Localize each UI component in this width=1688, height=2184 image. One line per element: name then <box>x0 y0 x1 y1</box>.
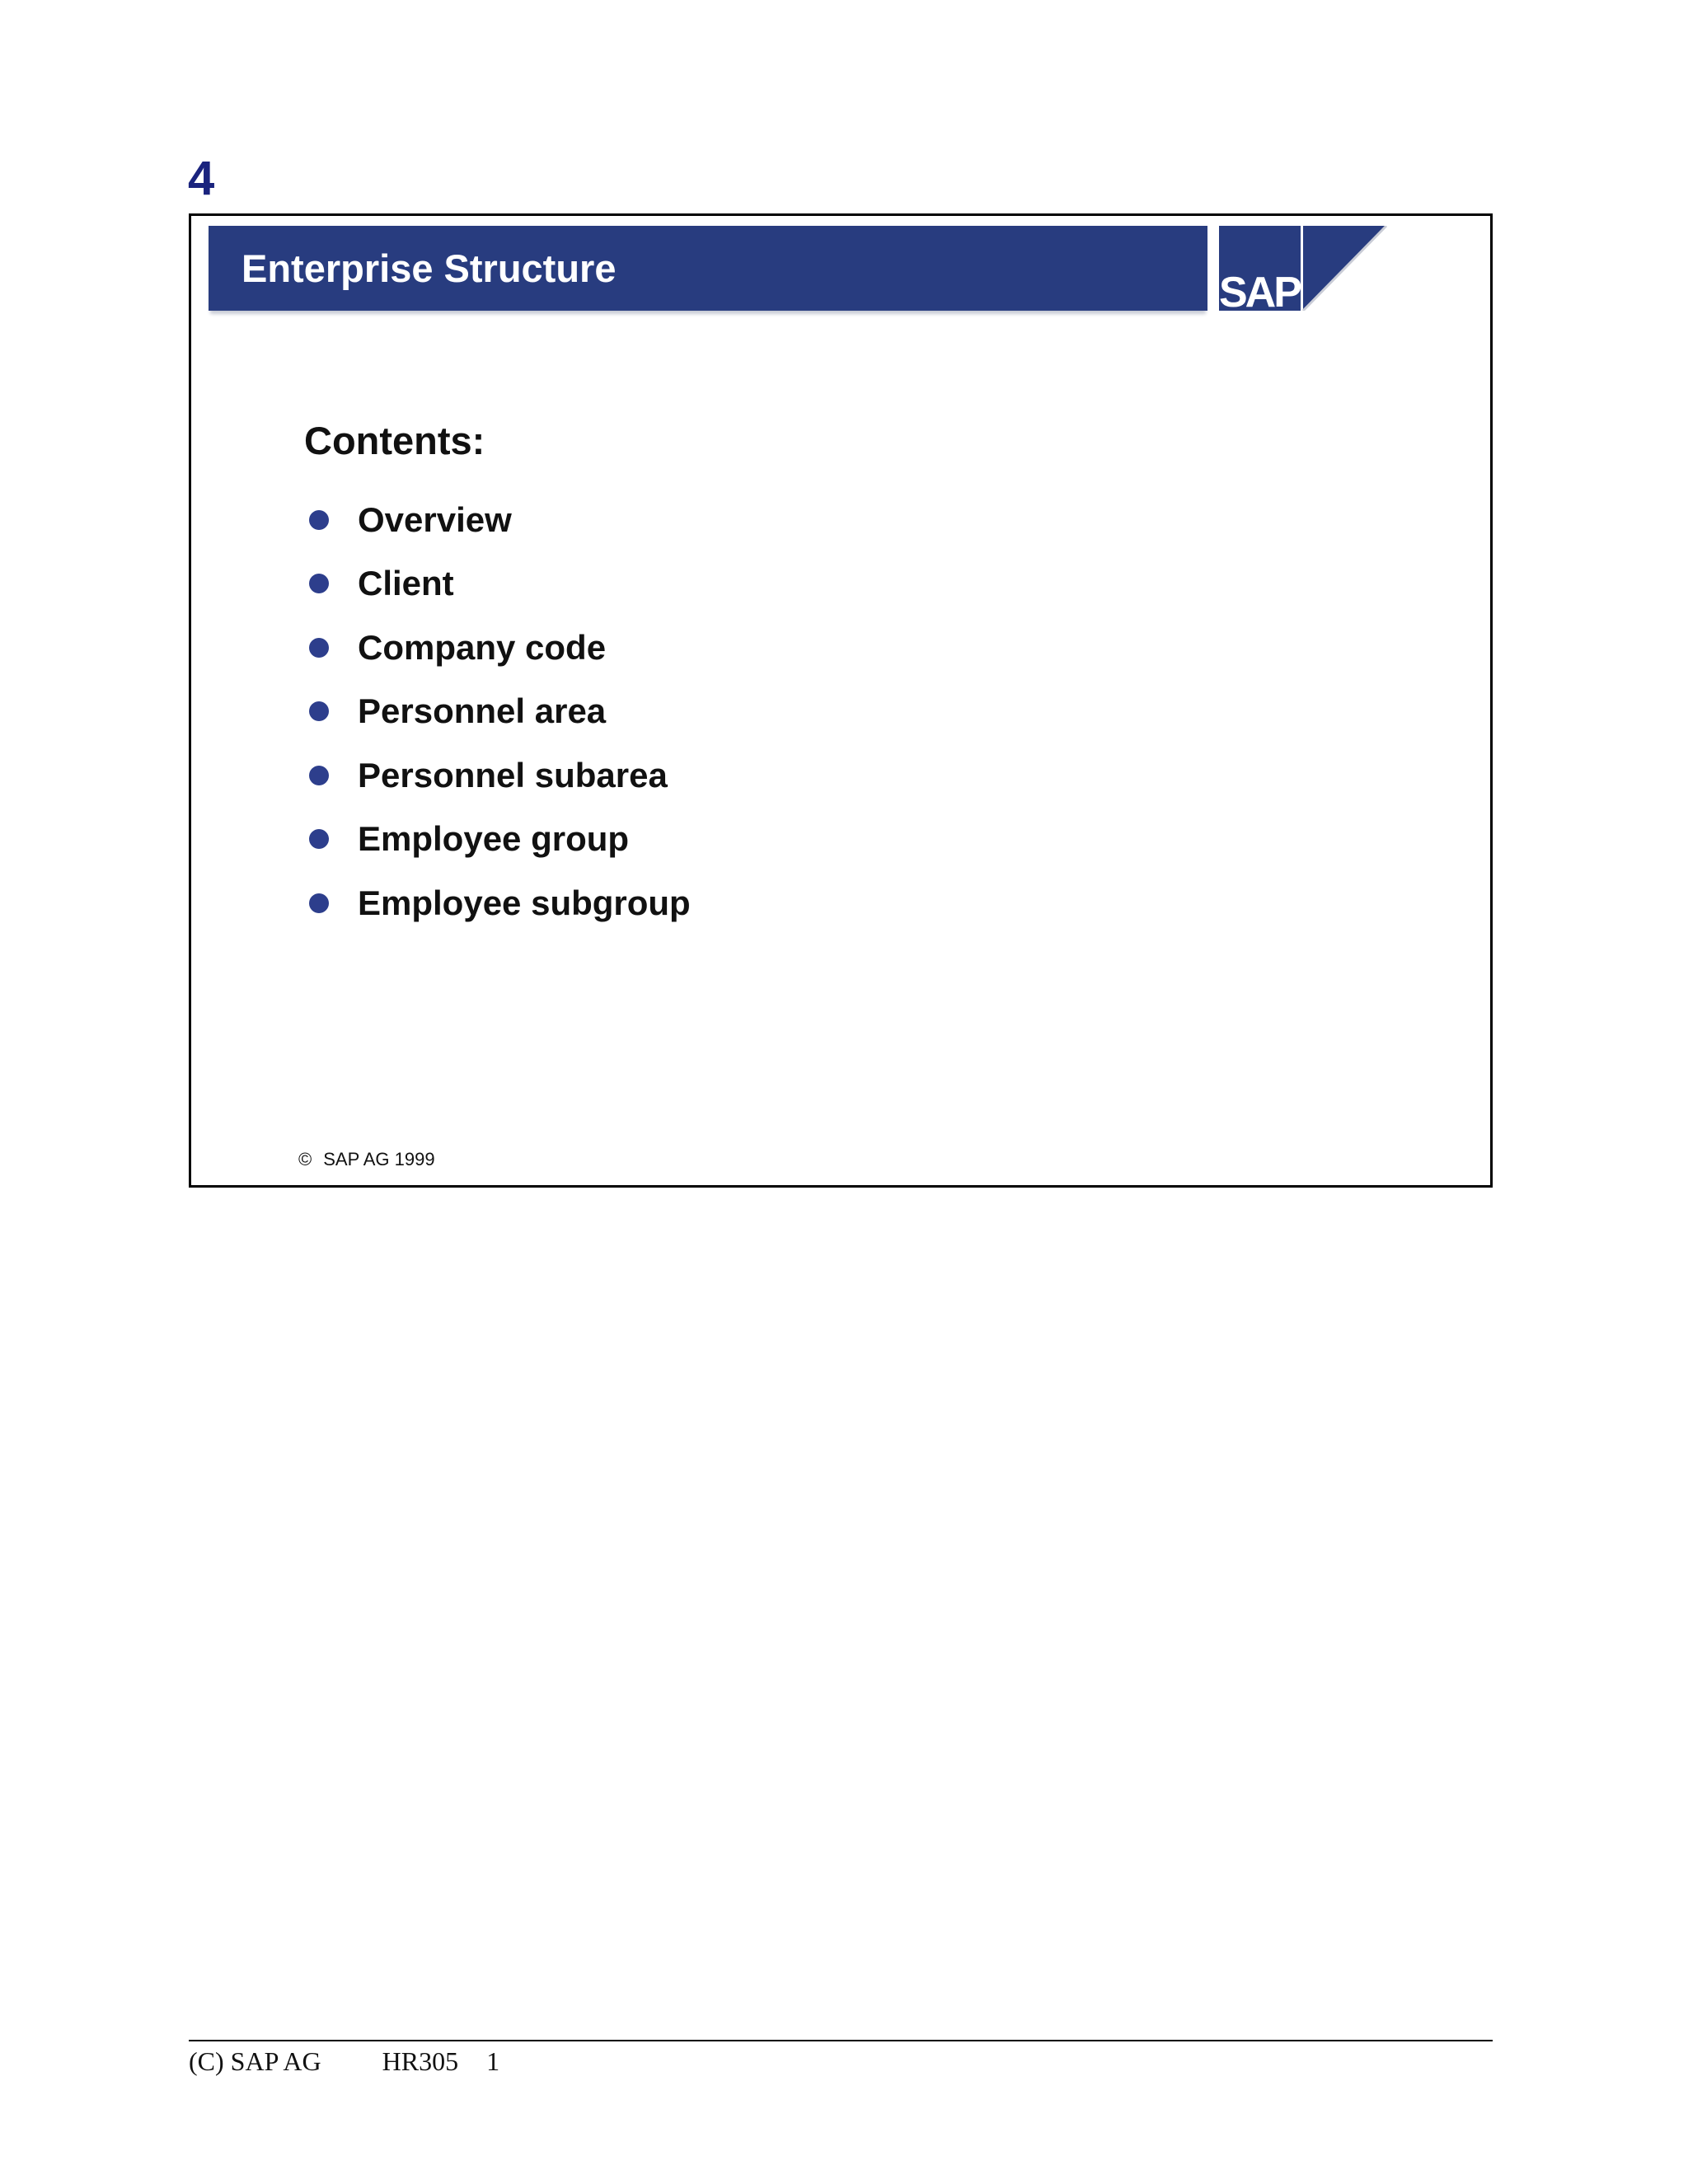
list-item-label: Employee subgroup <box>358 883 691 922</box>
slide-copyright <box>298 1149 435 1170</box>
footer-page-number: 1 <box>486 2046 500 2076</box>
slide-title: Enterprise Structure <box>241 246 617 290</box>
chapter-number: 4 <box>188 152 215 205</box>
list-item-label: Company code <box>358 627 607 667</box>
contents-heading: Contents: <box>304 419 485 462</box>
slide-frame <box>189 213 1493 1188</box>
footer-course: HR305 <box>382 2046 459 2076</box>
bullet-icon <box>309 766 329 785</box>
list-item <box>304 871 691 935</box>
bullet-icon <box>309 829 329 849</box>
list-item <box>304 680 691 744</box>
bullet-icon <box>309 510 329 530</box>
sap-logo-text: SAP <box>1219 269 1300 311</box>
bullet-icon <box>309 893 329 913</box>
list-item <box>304 488 691 552</box>
sap-logo <box>1219 226 1399 311</box>
list-item <box>304 808 691 872</box>
bullet-icon <box>309 701 329 721</box>
list-item-label: Personnel area <box>358 691 607 731</box>
list-item <box>304 743 691 808</box>
copyright-icon: © <box>298 1149 312 1169</box>
page-footer <box>189 2046 499 2077</box>
footer-divider <box>189 2040 1493 2041</box>
footer-company: (C) SAP AG <box>189 2046 321 2076</box>
contents-list <box>304 488 691 935</box>
list-item <box>304 616 691 680</box>
bullet-icon <box>309 638 329 658</box>
list-item-label: Employee group <box>358 819 630 859</box>
slide-title-bar <box>209 226 1207 311</box>
list-item-label: Overview <box>358 499 512 539</box>
slide-copyright-text: SAP AG 1999 <box>323 1149 435 1169</box>
list-item <box>304 552 691 616</box>
list-item-label: Personnel subarea <box>358 755 668 794</box>
list-item-label: Client <box>358 564 454 603</box>
bullet-icon <box>309 574 329 593</box>
